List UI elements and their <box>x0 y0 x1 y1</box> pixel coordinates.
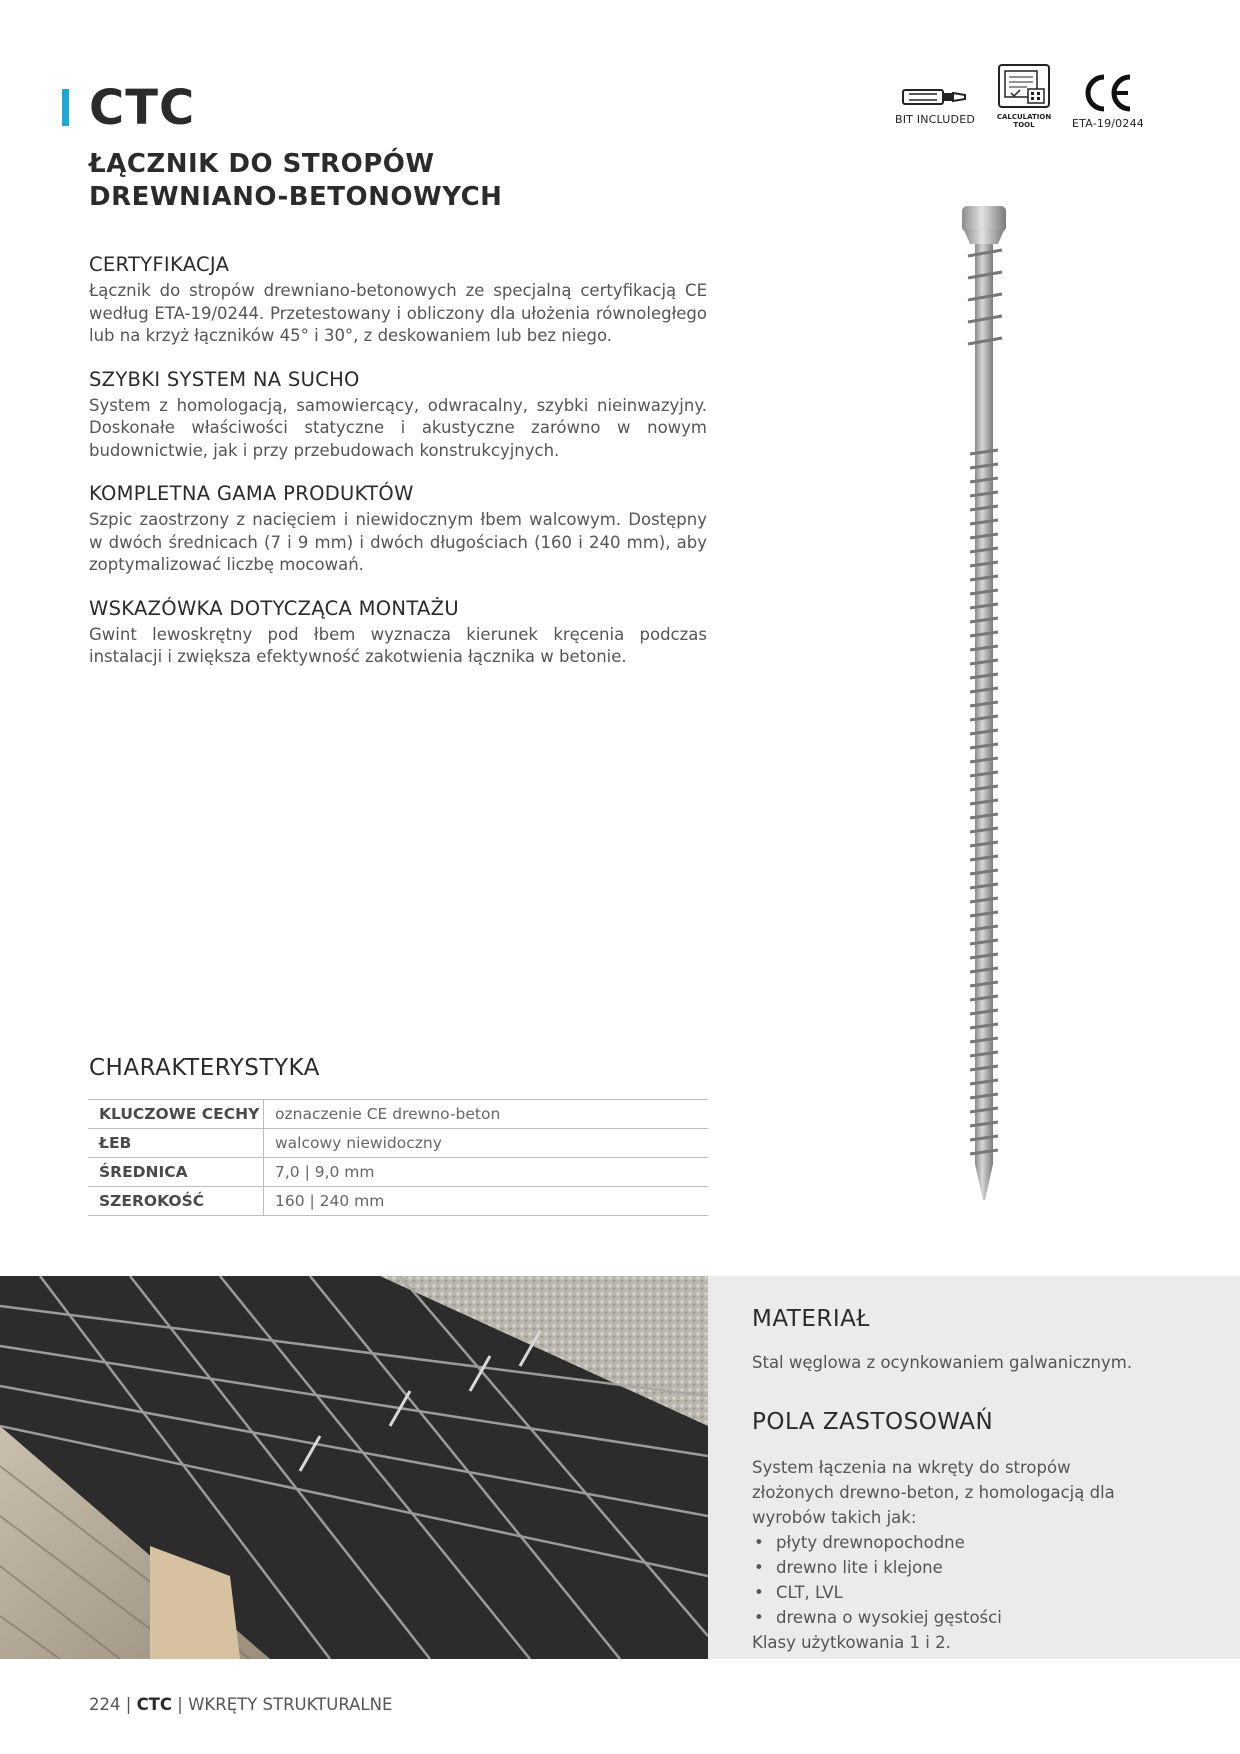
ce-mark-icon <box>1080 72 1136 114</box>
calculator-icon <box>997 63 1051 109</box>
section-heading: WSKAZÓWKA DOTYCZĄCA MONTAŻU <box>89 596 459 620</box>
calculation-tool-badge <box>994 63 1054 129</box>
bit-included-label: BIT INCLUDED <box>894 113 976 126</box>
screw-image <box>940 200 1040 1210</box>
ce-mark-badge <box>1066 72 1150 130</box>
bit-included-badge <box>880 84 990 126</box>
row-value: oznaczenie CE drewno-beton <box>264 1100 709 1129</box>
subtitle-line-1: ŁĄCZNIK DO STROPÓW <box>89 149 435 179</box>
footer-category: WKRĘTY STRUKTURALNE <box>188 1695 393 1714</box>
page-title: CTC <box>89 80 196 136</box>
feature-sections <box>89 252 707 688</box>
section-text: Łącznik do stropów drewniano-betonowych ze specjalną certyfikacją CE według ETA-19/0244. Przetestowany i obliczony dla ułożenia równoległego lub na krzyż łączników 45° i 30°, z deskowaniem lub bez niego. <box>89 281 707 345</box>
page-footer <box>89 1695 392 1714</box>
applications-title: POLA ZASTOSOWAŃ <box>752 1409 994 1435</box>
calculation-label: CALCULATION <box>996 113 1052 121</box>
table-row <box>88 1158 708 1187</box>
applications-list <box>752 1530 1152 1630</box>
info-panel <box>708 1276 1240 1659</box>
footer-separator: | <box>125 1695 132 1714</box>
section-heading: KOMPLETNA GAMA PRODUKTÓW <box>89 482 414 505</box>
tool-label: TOOL <box>1013 121 1035 129</box>
section-text: Szpic zaostrzony z nacięciem i niewidocznym łbem walcowym. Dostępny w dwóch średnicach (7 i 9 mm) i dwóch długościach (160 i 240 mm), aby zoptymalizować liczbę mocowań. <box>89 510 707 574</box>
row-key: ŁEB <box>88 1129 264 1158</box>
row-key: SZEROKOŚĆ <box>88 1187 264 1216</box>
page-number: 224 <box>89 1695 121 1714</box>
table-row <box>88 1187 708 1216</box>
list-item: • płyty drewnopochodne <box>752 1530 1152 1555</box>
section-installation-tip <box>89 596 707 669</box>
row-value: 7,0 | 9,0 mm <box>264 1158 709 1187</box>
characteristics-title: CHARAKTERYSTYKA <box>89 1055 320 1081</box>
characteristics-table <box>88 1099 708 1216</box>
row-value: walcowy niewidoczny <box>264 1129 709 1158</box>
eta-label: ETA-19/0244 <box>1072 117 1144 130</box>
applications-intro: System łączenia na wkręty do stropów złożonych drewno-beton, z homologacją dla wyrobów takich jak: <box>752 1458 1115 1527</box>
list-item: • drewna o wysokiej gęstości <box>752 1605 1152 1630</box>
installation-photo <box>0 1276 708 1659</box>
bit-icon <box>901 84 969 110</box>
material-text: Stal węglowa z ocynkowaniem galwanicznym. <box>752 1353 1133 1372</box>
title-accent-bar <box>62 89 69 126</box>
list-item: • drewno lite i klejone <box>752 1555 1152 1580</box>
page-subtitle <box>89 148 649 214</box>
applications-outro: Klasy użytkowania 1 i 2. <box>752 1633 951 1652</box>
row-value: 160 | 240 mm <box>264 1187 709 1216</box>
section-text: System z homologacją, samowiercący, odwracalny, szybki nieinwazyjny. Doskonałe właściwości statyczne i akustyczne zarówno w nowym budownictwie, jak i przy przebudowach konstrukcyjnych. <box>89 395 707 460</box>
section-certification <box>89 252 707 348</box>
row-key: KLUCZOWE CECHY <box>88 1100 264 1129</box>
material-title: MATERIAŁ <box>752 1306 870 1332</box>
list-item: • CLT, LVL <box>752 1580 1152 1605</box>
section-product-range <box>89 481 707 577</box>
row-key: ŚREDNICA <box>88 1158 264 1187</box>
section-heading: CERTYFIKACJA <box>89 253 230 276</box>
footer-separator: | <box>177 1695 183 1714</box>
table-row <box>88 1100 708 1129</box>
section-heading: SZYBKI SYSTEM NA SUCHO <box>89 367 360 391</box>
footer-product: CTC <box>136 1695 173 1714</box>
subtitle-line-2: DREWNIANO-BETONOWYCH <box>89 182 503 212</box>
section-dry-system <box>89 367 707 463</box>
section-text: Gwint lewoskrętny pod łbem wyznacza kierunek kręcenia podczas instalacji i zwiększa efektywność zakotwienia łącznika w betonie. <box>89 624 707 666</box>
table-row <box>88 1129 708 1158</box>
